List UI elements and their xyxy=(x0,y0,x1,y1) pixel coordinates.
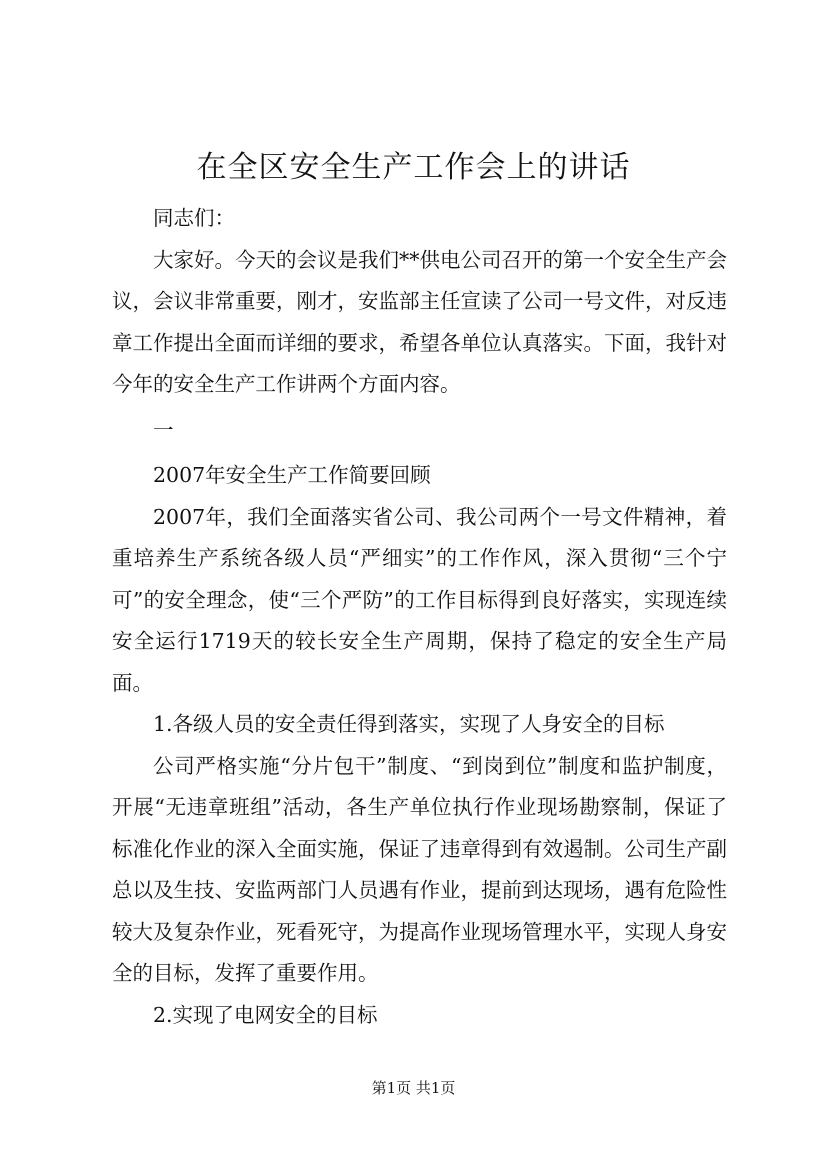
salutation: 同志们： xyxy=(153,206,235,230)
subheading-2: 2.实现了电网安全的目标 xyxy=(153,1002,378,1027)
opening-paragraph: 大家好。今天的会议是我们**供电公司召开的第一个安全生产会议，会议非常重要，刚才，安监部主任宣读了公司一号文件，对反违章工作提出全面而详细的要求，希望各单位认真落实。下面，我针对今年的安全生产工作讲两个方面内容。 xyxy=(112,247,727,396)
document-body xyxy=(112,198,727,1036)
subsection-1-paragraph: 公司严格实施“分片包干”制度、“到岗到位”制度和监护制度，开展“无违章班组”活动，各生产单位执行作业现场勘察制，保证了标准化作业的深入全面实施，保证了违章得到有效遏制。公司生产副总以及生技、安监两部门人员遇有作业，提前到达现场，遇有危险性较大及复杂作业，死看死守，为提高作业现场管理水平，实现人身安全的目标，发挥了重要作用。 xyxy=(112,753,727,985)
section-number: 一 xyxy=(153,417,174,442)
page-footer: 第1页 共1页 xyxy=(371,1079,456,1097)
subheading-1: 1.各级人员的安全责任得到落实，实现了人身安全的目标 xyxy=(153,712,665,736)
document-title: 在全区安全生产工作会上的讲话 xyxy=(196,150,631,185)
section-heading: 2007年安全生产工作简要回顾 xyxy=(153,463,431,487)
review-paragraph: 2007年，我们全面落实省公司、我公司两个一号文件精神，着重培养生产系统各级人员“严细实”的工作作风，深入贯彻“三个宁可”的安全理念，使“三个严防”的工作目标得到良好落实，实现连续安全运行1719天的较长安全生产周期，保持了稳定的安全生产局面。 xyxy=(112,504,727,695)
